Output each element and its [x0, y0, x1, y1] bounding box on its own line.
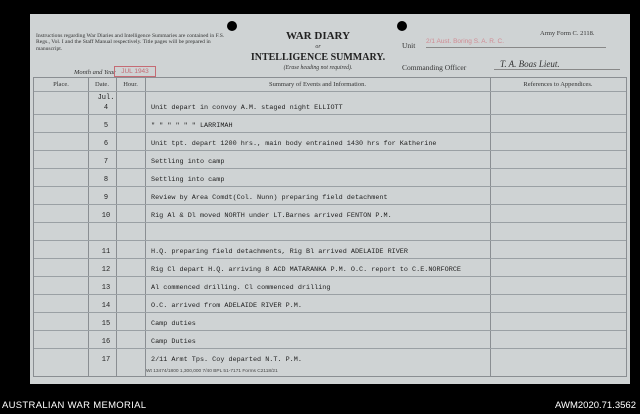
row-date: 11 [101, 248, 111, 256]
row-summary: Rig Al & Dl moved NORTH under LT.Barnes arrived FENTON P.M. [151, 212, 392, 220]
printer-imprint: Wt 13474/1800 1,300,000 7/40 BPL 51-7171 Forms C2118/21 [146, 369, 278, 374]
row-summary: Settling into camp [151, 176, 225, 184]
column-divider [88, 78, 89, 376]
month-year-label: Month and Year [74, 69, 116, 76]
row-rule [34, 312, 626, 313]
row-summary: Settling into camp [151, 158, 225, 166]
row-summary: Unit tpt. depart 1200 hrs., main body entrained 1430 hrs for Katherine [151, 140, 437, 148]
row-summary: Camp duties [151, 320, 196, 328]
row-date: 6 [103, 140, 109, 148]
row-summary: " " " " " " LARRIMAH [151, 122, 233, 130]
row-rule [34, 204, 626, 205]
commanding-officer-label: Commanding Officer [402, 63, 467, 72]
column-divider [490, 78, 491, 376]
erase-note: (Erase heading not required). [283, 65, 353, 71]
row-rule [34, 348, 626, 349]
row-rule [34, 330, 626, 331]
row-rule [34, 168, 626, 169]
col-header-summary: Summary of Events and Information. [269, 81, 366, 88]
row-date: 16 [101, 338, 111, 346]
form-title-or: or [315, 44, 321, 50]
row-rule [34, 132, 626, 133]
row-rule [34, 150, 626, 151]
row-summary: Rig Cl depart H.Q. arriving 8 ACD MATARANKA P.M. O.C. report to C.E.NORFORCE [151, 266, 461, 274]
month-year-stamp: JUL 1943 [114, 66, 156, 77]
row-summary: Unit depart in convoy A.M. staged night ELLIOTT [151, 104, 343, 112]
row-rule [34, 222, 626, 223]
archive-caption: AUSTRALIAN WAR MEMORIAL [2, 400, 147, 411]
row-rule [34, 186, 626, 187]
form-subtitle: INTELLIGENCE SUMMARY. [250, 52, 386, 63]
row-summary: 2/11 Armt Tps. Coy departed N.T. P.M. [151, 356, 302, 364]
row-date: 4 [103, 104, 109, 112]
row-date: 7 [103, 158, 109, 166]
row-rule [34, 276, 626, 277]
col-header-references: References to Appendices. [523, 81, 593, 88]
row-rule [34, 294, 626, 295]
row-date: 5 [103, 122, 109, 130]
row-date: 8 [103, 176, 109, 184]
row-date: 10 [101, 212, 111, 220]
header-rule [34, 91, 626, 92]
row-summary: Al commenced drilling. Cl commenced drilling [151, 284, 331, 292]
row-summary: H.Q. preparing field detachments, Rig Bl arrived ADELAIDE RIVER [151, 248, 408, 256]
unit-value: 2/1 Aust. Boring S. A. R. C. [426, 37, 606, 48]
row-summary: O.C. arrived from ADELAIDE RIVER P.M. [151, 302, 302, 310]
instructions-text: Instructions regarding War Diaries and Intelligence Summaries are contained in F.S. Regs., Vol. I and the Staff Manual respectively. Title pages will be prepared in manuscript. [36, 33, 225, 52]
row-date: 15 [101, 320, 111, 328]
form-title: WAR DIARY [285, 30, 351, 42]
punch-hole [397, 21, 407, 31]
form-number: Army Form C. 2118. [540, 30, 595, 37]
commanding-officer-signature: T. A. Boas Lieut. [494, 58, 620, 70]
row-rule [34, 240, 626, 241]
row-date: 9 [103, 194, 109, 202]
row-date: 13 [101, 284, 111, 292]
war-diary-sheet [30, 14, 630, 384]
row-rule [34, 258, 626, 259]
col-header-date: Date. [95, 81, 109, 88]
punch-hole [227, 21, 237, 31]
row-date: 14 [101, 302, 111, 310]
accession-number: AWM2020.71.3562 [555, 400, 636, 411]
col-header-hour: Hour. [123, 81, 138, 88]
row-rule [34, 114, 626, 115]
row-date: 17 [101, 356, 111, 364]
unit-label: Unit [402, 41, 416, 50]
diary-table [33, 77, 627, 377]
month-label: Jul. [97, 94, 115, 102]
column-divider [145, 78, 146, 376]
row-summary: Review by Area Comdt(Col. Nunn) preparing field detachment [151, 194, 388, 202]
row-summary: Camp Duties [151, 338, 196, 346]
col-header-place: Place. [53, 81, 69, 88]
row-date: 12 [101, 266, 111, 274]
